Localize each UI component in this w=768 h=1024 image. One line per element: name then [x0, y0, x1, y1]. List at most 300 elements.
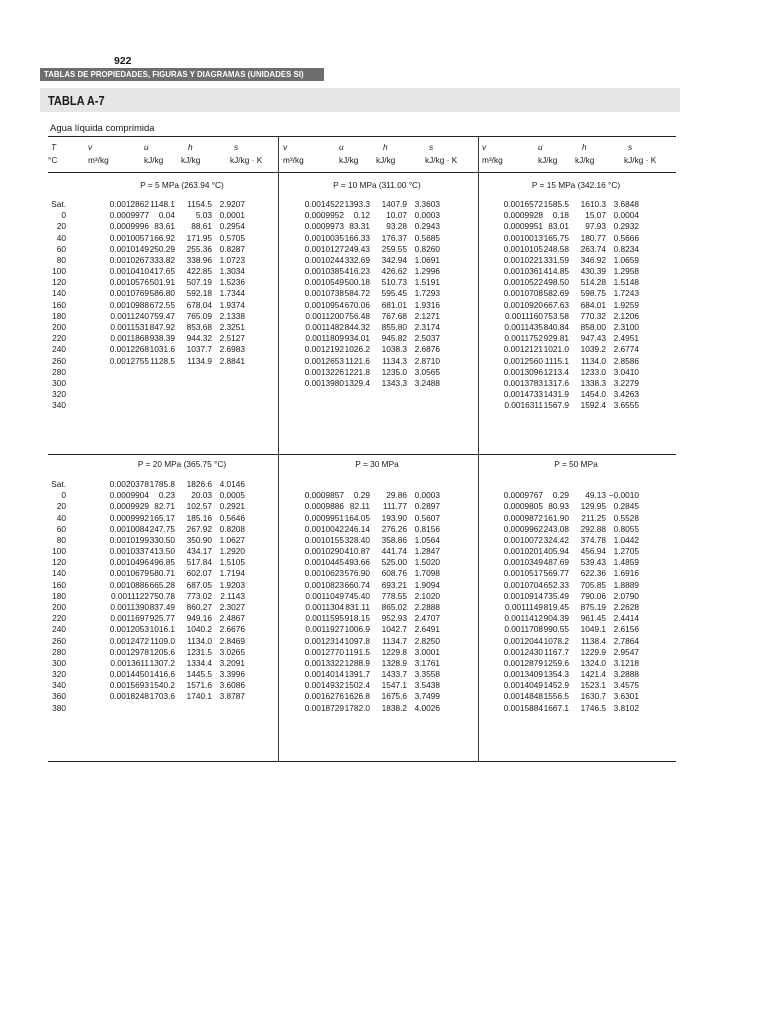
property-value-cell: 1838.2	[381, 702, 407, 713]
property-value-cell: 0.0011390	[110, 601, 149, 612]
property-value-cell: 0.0009928	[503, 210, 543, 221]
property-value-cell: 0.0011482	[305, 321, 344, 332]
property-value-cell: 3.8102	[613, 702, 639, 713]
pressure-heading: P = 30 MPa	[355, 459, 399, 469]
property-value-cell: 1154.5	[187, 199, 212, 209]
property-value-cell: 15.07	[585, 210, 606, 221]
column-header-h: h	[383, 142, 388, 152]
temperature-cell: 320	[52, 669, 66, 680]
column-header-v: v	[482, 142, 487, 152]
property-value-cell: 1229.8	[381, 646, 407, 657]
temperature-cell: 360	[52, 691, 66, 702]
property-value-cell: 0.0010738	[304, 288, 344, 299]
property-value-cell: 947.43	[580, 333, 606, 344]
property-value-cell: 2.1143	[220, 590, 245, 601]
property-value-cell: 2.6156	[613, 624, 639, 635]
property-value-cell: 1026.2	[344, 344, 370, 355]
property-value-cell: −0.0010	[608, 490, 639, 501]
property-value-cell: 1338.3	[580, 377, 606, 388]
property-value-cell: 3.0001	[414, 646, 440, 657]
property-value-cell: 1134.3	[382, 355, 407, 366]
property-value-cell: 414.85	[543, 266, 569, 277]
property-value-cell: 767.68	[381, 310, 407, 321]
property-value-cell: 0.0003	[414, 210, 440, 221]
property-value-cell: 705.85	[580, 579, 606, 590]
property-value-cell: 3.3996	[219, 669, 245, 680]
property-value-cell: 0.0010704	[503, 579, 543, 590]
temperature-cell: 20	[56, 501, 66, 512]
property-value-cell: 514.28	[580, 277, 606, 288]
property-value-cell: 1.5148	[613, 277, 639, 288]
property-value-cell: 0.0011708	[504, 624, 543, 635]
property-value-cell: 1785.8	[149, 479, 175, 489]
property-value-cell: 2.8469	[219, 635, 245, 646]
property-value-cell: 193.90	[381, 512, 407, 523]
property-value-cell: 0.29	[552, 490, 569, 501]
temperature-cell: 340	[52, 680, 66, 691]
temperature-cell: 0	[61, 490, 66, 501]
property-value-cell: 0.0010201	[503, 546, 543, 557]
property-value-cell: 855.80	[381, 321, 407, 332]
property-value-cell: 0.2943	[414, 221, 440, 232]
property-value-cell: 0.0004	[613, 210, 639, 221]
temperature-cell: 40	[56, 512, 66, 523]
property-value-cell: 0.0010954	[304, 299, 344, 310]
property-value-cell: 0.0011435	[504, 321, 543, 332]
property-value-cell: 250.29	[149, 243, 175, 254]
property-value-cell: 665.28	[149, 579, 175, 590]
property-value-cell: 0.8260	[414, 243, 440, 254]
temperature-cell: 300	[52, 657, 66, 668]
column-header-u: u	[144, 142, 149, 152]
property-value-cell: 1540.2	[149, 680, 175, 691]
property-value-cell: 1740.1	[186, 691, 212, 702]
temperature-cell: Sat.	[51, 479, 66, 489]
property-value-cell: 0.0010244	[304, 254, 344, 265]
group-separator-3	[278, 454, 279, 761]
property-value-cell: 0.8287	[219, 243, 245, 254]
property-value-cell: 1675.6	[381, 691, 407, 702]
property-value-cell: 0.0010127	[304, 243, 344, 254]
property-value-cell: 1042.7	[381, 624, 407, 635]
property-value-cell: 2.6774	[613, 344, 639, 355]
property-value-cell: 0.5528	[613, 512, 639, 523]
property-value-cell: 0.0012430	[503, 646, 543, 657]
property-value-cell: 990.55	[543, 624, 569, 635]
property-value-cell: 584.72	[344, 288, 370, 299]
property-value-cell: 358.86	[381, 534, 407, 545]
property-value-cell: 1.4859	[613, 557, 639, 568]
property-value-cell: 0.0011200	[305, 310, 344, 321]
property-value-cell: 0.0012862	[109, 199, 149, 209]
property-value-cell: 0.0016276	[304, 691, 344, 702]
property-value-cell: 0.0014848	[503, 691, 543, 702]
property-value-cell: 652.33	[543, 579, 569, 590]
property-value-cell: 493.66	[344, 557, 370, 568]
property-value-cell: 416.23	[344, 266, 370, 277]
property-value-cell: 0.0012653	[304, 355, 344, 366]
property-value-cell: 1407.9	[381, 199, 407, 209]
property-value-cell: 525.00	[381, 557, 407, 568]
property-value-cell: 735.49	[543, 590, 569, 601]
property-value-cell: 2.9207	[219, 199, 245, 209]
temperature-cell: 240	[52, 344, 66, 355]
property-value-cell: 2.4951	[613, 333, 639, 344]
property-value-cell: 1.7243	[613, 288, 639, 299]
property-value-cell: 417.65	[149, 266, 175, 277]
property-value-cell: 83.01	[548, 221, 569, 232]
temperature-cell: 160	[52, 579, 66, 590]
property-value-cell: 1433.7	[381, 669, 407, 680]
property-value-cell: 0.0010361	[503, 266, 543, 277]
property-value-cell: 622.36	[580, 568, 606, 579]
property-value-cell: 0.8234	[613, 243, 639, 254]
property-value-cell: 0.0016572	[503, 199, 543, 209]
property-value-cell: 255.36	[186, 243, 212, 254]
property-value-cell: 441.74	[381, 546, 407, 557]
pressure-heading: P = 50 MPa	[554, 459, 598, 469]
property-value-cell: 4.0026	[414, 702, 440, 713]
column-header-s: s	[429, 142, 434, 152]
property-value-cell: 1138.4	[581, 635, 606, 646]
property-value-cell: 0.0010155	[304, 534, 344, 545]
property-value-cell: 660.74	[344, 579, 370, 590]
property-value-cell: 0.0011412	[504, 613, 543, 624]
property-value-cell: 324.42	[543, 534, 569, 545]
property-value-cell: 750.78	[149, 590, 175, 601]
temperature-cell: 260	[52, 355, 66, 366]
property-value-cell: 1121.6	[345, 355, 370, 366]
column-header-s: s	[628, 142, 633, 152]
temperature-cell: 320	[52, 389, 66, 400]
property-value-cell: 1324.0	[580, 657, 606, 668]
header-rule	[48, 172, 676, 173]
property-value-cell: 0.0011868	[110, 333, 149, 344]
column-unit-h: kJ/kg	[575, 155, 595, 165]
property-value-cell: 3.2888	[613, 669, 639, 680]
property-value-cell: 102.57	[186, 501, 212, 512]
property-value-cell: 328.40	[344, 534, 370, 545]
property-value-cell: 790.06	[580, 590, 606, 601]
property-value-cell: 0.0009951	[503, 221, 543, 232]
property-value-cell: 1610.3	[580, 199, 606, 209]
property-value-cell: 1006.9	[344, 624, 370, 635]
property-value-cell: 858.00	[580, 321, 606, 332]
property-value-cell: 0.0009929	[109, 501, 149, 512]
property-value-cell: 925.77	[149, 613, 175, 624]
property-value-cell: 0.0012879	[503, 657, 543, 668]
property-value-cell: 2.3027	[219, 601, 245, 612]
property-value-cell: 29.86	[386, 490, 407, 501]
property-value-cell: 2.5127	[219, 333, 245, 344]
table-bottom-rule	[48, 761, 676, 762]
temperature-cell: 200	[52, 601, 66, 612]
property-value-cell: 501.91	[149, 277, 175, 288]
property-value-cell: 1.0723	[219, 254, 245, 265]
property-value-cell: 667.63	[543, 299, 569, 310]
property-value-cell: 1.5020	[414, 557, 440, 568]
property-value-cell: 602.07	[186, 568, 212, 579]
temperature-cell: 100	[52, 266, 66, 277]
property-value-cell: 2.3251	[219, 321, 245, 332]
property-value-cell: 918.15	[344, 613, 370, 624]
property-value-cell: 0.0009962	[503, 523, 543, 534]
property-value-cell: 1.7293	[414, 288, 440, 299]
property-value-cell: 1.8889	[613, 579, 639, 590]
temperature-cell: 60	[56, 243, 66, 254]
property-value-cell: 0.0009973	[304, 221, 344, 232]
property-value-cell: 0.0014932	[304, 680, 344, 691]
temperature-cell: 240	[52, 624, 66, 635]
property-value-cell: 510.73	[381, 277, 407, 288]
table-title: TABLA A-7	[48, 93, 105, 108]
property-value-cell: 3.3603	[414, 199, 440, 209]
property-value-cell: 0.0011160	[505, 310, 543, 321]
property-value-cell: 865.02	[381, 601, 407, 612]
property-value-cell: 0.0010199	[109, 534, 149, 545]
property-value-cell: 0.0009952	[304, 210, 344, 221]
property-value-cell: 1416.6	[149, 669, 175, 680]
property-value-cell: 687.05	[186, 579, 212, 590]
property-value-cell: 1.2996	[414, 266, 440, 277]
property-value-cell: 0.0012121	[503, 344, 543, 355]
property-value-cell: 1.9374	[219, 299, 245, 310]
property-value-cell: 10.07	[386, 210, 407, 221]
property-value-cell: 844.32	[344, 321, 370, 332]
property-value-cell: 166.33	[344, 232, 370, 243]
property-value-cell: 0.0012044	[503, 635, 543, 646]
property-value-cell: 2.6676	[219, 624, 245, 635]
temperature-cell: 220	[52, 333, 66, 344]
pressure-heading: P = 20 MPa (365.75 °C)	[137, 459, 227, 469]
temperature-cell: 100	[52, 546, 66, 557]
property-value-cell: 1826.6	[186, 479, 212, 489]
property-value-cell: 0.0009872	[503, 512, 543, 523]
property-value-cell: 0.0011531	[110, 321, 149, 332]
page-number: 922	[114, 55, 132, 67]
property-value-cell: 3.6555	[613, 400, 639, 411]
property-value-cell: 1746.5	[580, 702, 606, 713]
property-value-cell: 1703.6	[149, 691, 175, 702]
property-value-cell: 0.8208	[219, 523, 245, 534]
property-value-cell: 176.37	[381, 232, 407, 243]
property-value-cell: 3.2488	[414, 377, 440, 388]
property-value-cell: 350.90	[186, 534, 212, 545]
group-separator-4	[478, 454, 479, 761]
property-value-cell: 1205.6	[149, 646, 175, 657]
property-value-cell: 1.7098	[414, 568, 440, 579]
property-value-cell: 1191.5	[345, 646, 370, 657]
temperature-cell: 280	[52, 646, 66, 657]
property-value-cell: 0.0010084	[109, 523, 149, 534]
property-value-cell: 410.87	[344, 546, 370, 557]
property-value-cell: 171.95	[186, 232, 212, 243]
property-value-cell: 413.50	[149, 546, 175, 557]
property-value-cell: 569.77	[543, 568, 569, 579]
property-value-cell: 539.43	[580, 557, 606, 568]
property-value-cell: 332.69	[344, 254, 370, 265]
property-value-cell: 1016.1	[149, 624, 175, 635]
property-value-cell: 487.69	[543, 557, 569, 568]
property-value-cell: 3.5438	[414, 680, 440, 691]
property-value-cell: 1288.9	[344, 657, 370, 668]
property-value-cell: 3.7499	[414, 691, 440, 702]
property-value-cell: 1454.0	[580, 389, 606, 400]
property-value-cell: 2.1271	[414, 310, 440, 321]
column-header-h: h	[582, 142, 587, 152]
property-value-cell: 1235.0	[381, 366, 407, 377]
property-value-cell: 129.95	[580, 501, 606, 512]
property-value-cell: 430.39	[580, 266, 606, 277]
property-value-cell: 0.0009992	[109, 512, 149, 523]
property-value-cell: 2.0790	[613, 590, 639, 601]
temperature-cell: 120	[52, 277, 66, 288]
property-value-cell: 1523.1	[580, 680, 606, 691]
property-value-cell: 1307.2	[149, 657, 175, 668]
property-value-cell: 745.40	[344, 590, 370, 601]
property-value-cell: 83.31	[349, 221, 370, 232]
column-unit-h: kJ/kg	[181, 155, 201, 165]
property-value-cell: 1567.9	[543, 400, 569, 411]
property-value-cell: 0.0018729	[304, 702, 344, 713]
property-value-cell: 3.1218	[613, 657, 639, 668]
property-value-cell: 1.2958	[613, 266, 639, 277]
property-value-cell: 0.0014733	[503, 389, 543, 400]
property-value-cell: 778.55	[381, 590, 407, 601]
property-value-cell: 1502.4	[344, 680, 370, 691]
temperature-cell: 0	[61, 210, 66, 221]
property-value-cell: 5.03	[195, 210, 212, 221]
property-value-cell: 2.3174	[414, 321, 440, 332]
property-value-cell: 0.0010708	[503, 288, 543, 299]
property-value-cell: 246.14	[344, 523, 370, 534]
property-value-cell: 0.0014049	[503, 680, 543, 691]
table-title-bar	[40, 88, 680, 112]
property-value-cell: 0.8156	[414, 523, 440, 534]
property-value-cell: 3.0410	[613, 366, 639, 377]
property-value-cell: 1328.9	[381, 657, 407, 668]
property-value-cell: 1229.9	[580, 646, 606, 657]
temperature-cell: 160	[52, 299, 66, 310]
property-value-cell: 1148.1	[150, 199, 175, 209]
property-value-cell: 1.5105	[219, 557, 245, 568]
property-value-cell: 1585.5	[543, 199, 569, 209]
property-value-cell: 0.8055	[613, 523, 639, 534]
property-value-cell: 582.69	[543, 288, 569, 299]
column-header-u: u	[339, 142, 344, 152]
property-value-cell: 831.11	[345, 601, 370, 612]
property-value-cell: 0.0015884	[503, 702, 543, 713]
property-value-cell: 0.0010221	[503, 254, 543, 265]
property-value-cell: 1231.5	[186, 646, 212, 657]
property-value-cell: 0.0011304	[305, 601, 344, 612]
property-value-cell: 0.0009857	[304, 490, 344, 501]
property-value-cell: 0.2932	[613, 221, 639, 232]
property-value-cell: 2.3100	[613, 321, 639, 332]
property-value-cell: 819.45	[543, 601, 569, 612]
property-value-cell: 0.0012978	[109, 646, 149, 657]
property-value-cell: 0.04	[158, 210, 175, 221]
property-value-cell: 517.84	[186, 557, 212, 568]
property-value-cell: 1.7344	[219, 288, 245, 299]
property-value-cell: 0.0010769	[109, 288, 149, 299]
property-value-cell: 83.61	[154, 221, 175, 232]
property-value-cell: 1115.1	[544, 355, 569, 366]
property-value-cell: 500.18	[344, 277, 370, 288]
property-value-cell: 0.0012314	[304, 635, 344, 646]
property-value-cell: 165.17	[149, 512, 175, 523]
property-value-cell: 0.0009904	[109, 490, 149, 501]
property-value-cell: 0.5666	[613, 232, 639, 243]
property-value-cell: 1134.9	[187, 355, 212, 366]
property-value-cell: 678.04	[186, 299, 212, 310]
property-value-cell: 1.2705	[613, 546, 639, 557]
property-value-cell: 111.77	[382, 501, 407, 512]
property-value-cell: 944.32	[186, 333, 212, 344]
property-value-cell: 929.81	[543, 333, 569, 344]
property-value-cell: 770.32	[580, 310, 606, 321]
property-value-cell: 20.03	[191, 490, 212, 501]
temperature-cell: 120	[52, 557, 66, 568]
property-value-cell: 1.9203	[219, 579, 245, 590]
property-value-cell: 243.08	[543, 523, 569, 534]
property-value-cell: 507.19	[186, 277, 212, 288]
property-value-cell: 331.59	[543, 254, 569, 265]
property-value-cell: 1334.4	[186, 657, 212, 668]
temperature-cell: 180	[52, 590, 66, 601]
property-value-cell: 0.0010267	[109, 254, 149, 265]
property-value-cell: 0.0010679	[109, 568, 149, 579]
property-value-cell: 164.05	[344, 512, 370, 523]
property-value-cell: 1.0691	[414, 254, 440, 265]
temperature-header: T	[51, 142, 57, 152]
property-value-cell: 952.93	[381, 613, 407, 624]
property-value-cell: 0.0010445	[304, 557, 344, 568]
property-value-cell: 263.74	[580, 243, 606, 254]
property-value-cell: 1329.4	[344, 377, 370, 388]
property-value-cell: 2.8841	[219, 355, 245, 366]
temperature-cell: 80	[56, 254, 66, 265]
property-value-cell: 1391.7	[344, 669, 370, 680]
property-value-cell: 0.0010035	[304, 232, 344, 243]
property-value-cell: 1221.8	[344, 366, 370, 377]
property-value-cell: 1547.1	[381, 680, 407, 691]
property-value-cell: 434.17	[186, 546, 212, 557]
property-value-cell: 1571.6	[186, 680, 212, 691]
property-value-cell: 267.92	[186, 523, 212, 534]
temperature-cell: 180	[52, 310, 66, 321]
property-value-cell: 0.0014450	[109, 669, 149, 680]
property-value-cell: 1259.6	[543, 657, 569, 668]
property-value-cell: 333.82	[149, 254, 175, 265]
property-value-cell: 0.2954	[219, 221, 245, 232]
property-value-cell: 2.8710	[414, 355, 440, 366]
property-value-cell: 0.0015693	[109, 680, 149, 691]
property-value-cell: 0.18	[552, 210, 569, 221]
property-value-cell: 0.0020378	[109, 479, 149, 489]
column-unit-v: m³/kg	[88, 155, 109, 165]
property-value-cell: 342.94	[381, 254, 407, 265]
property-value-cell: 595.45	[381, 288, 407, 299]
property-value-cell: 2.4707	[414, 613, 440, 624]
temperature-cell: 300	[52, 377, 66, 388]
property-value-cell: 49.13	[585, 490, 606, 501]
property-value-cell: 498.50	[543, 277, 569, 288]
property-value-cell: 1134.7	[382, 635, 407, 646]
property-value-cell: 1343.3	[381, 377, 407, 388]
property-value-cell: 1421.4	[580, 669, 606, 680]
property-value-cell: 259.55	[381, 243, 407, 254]
